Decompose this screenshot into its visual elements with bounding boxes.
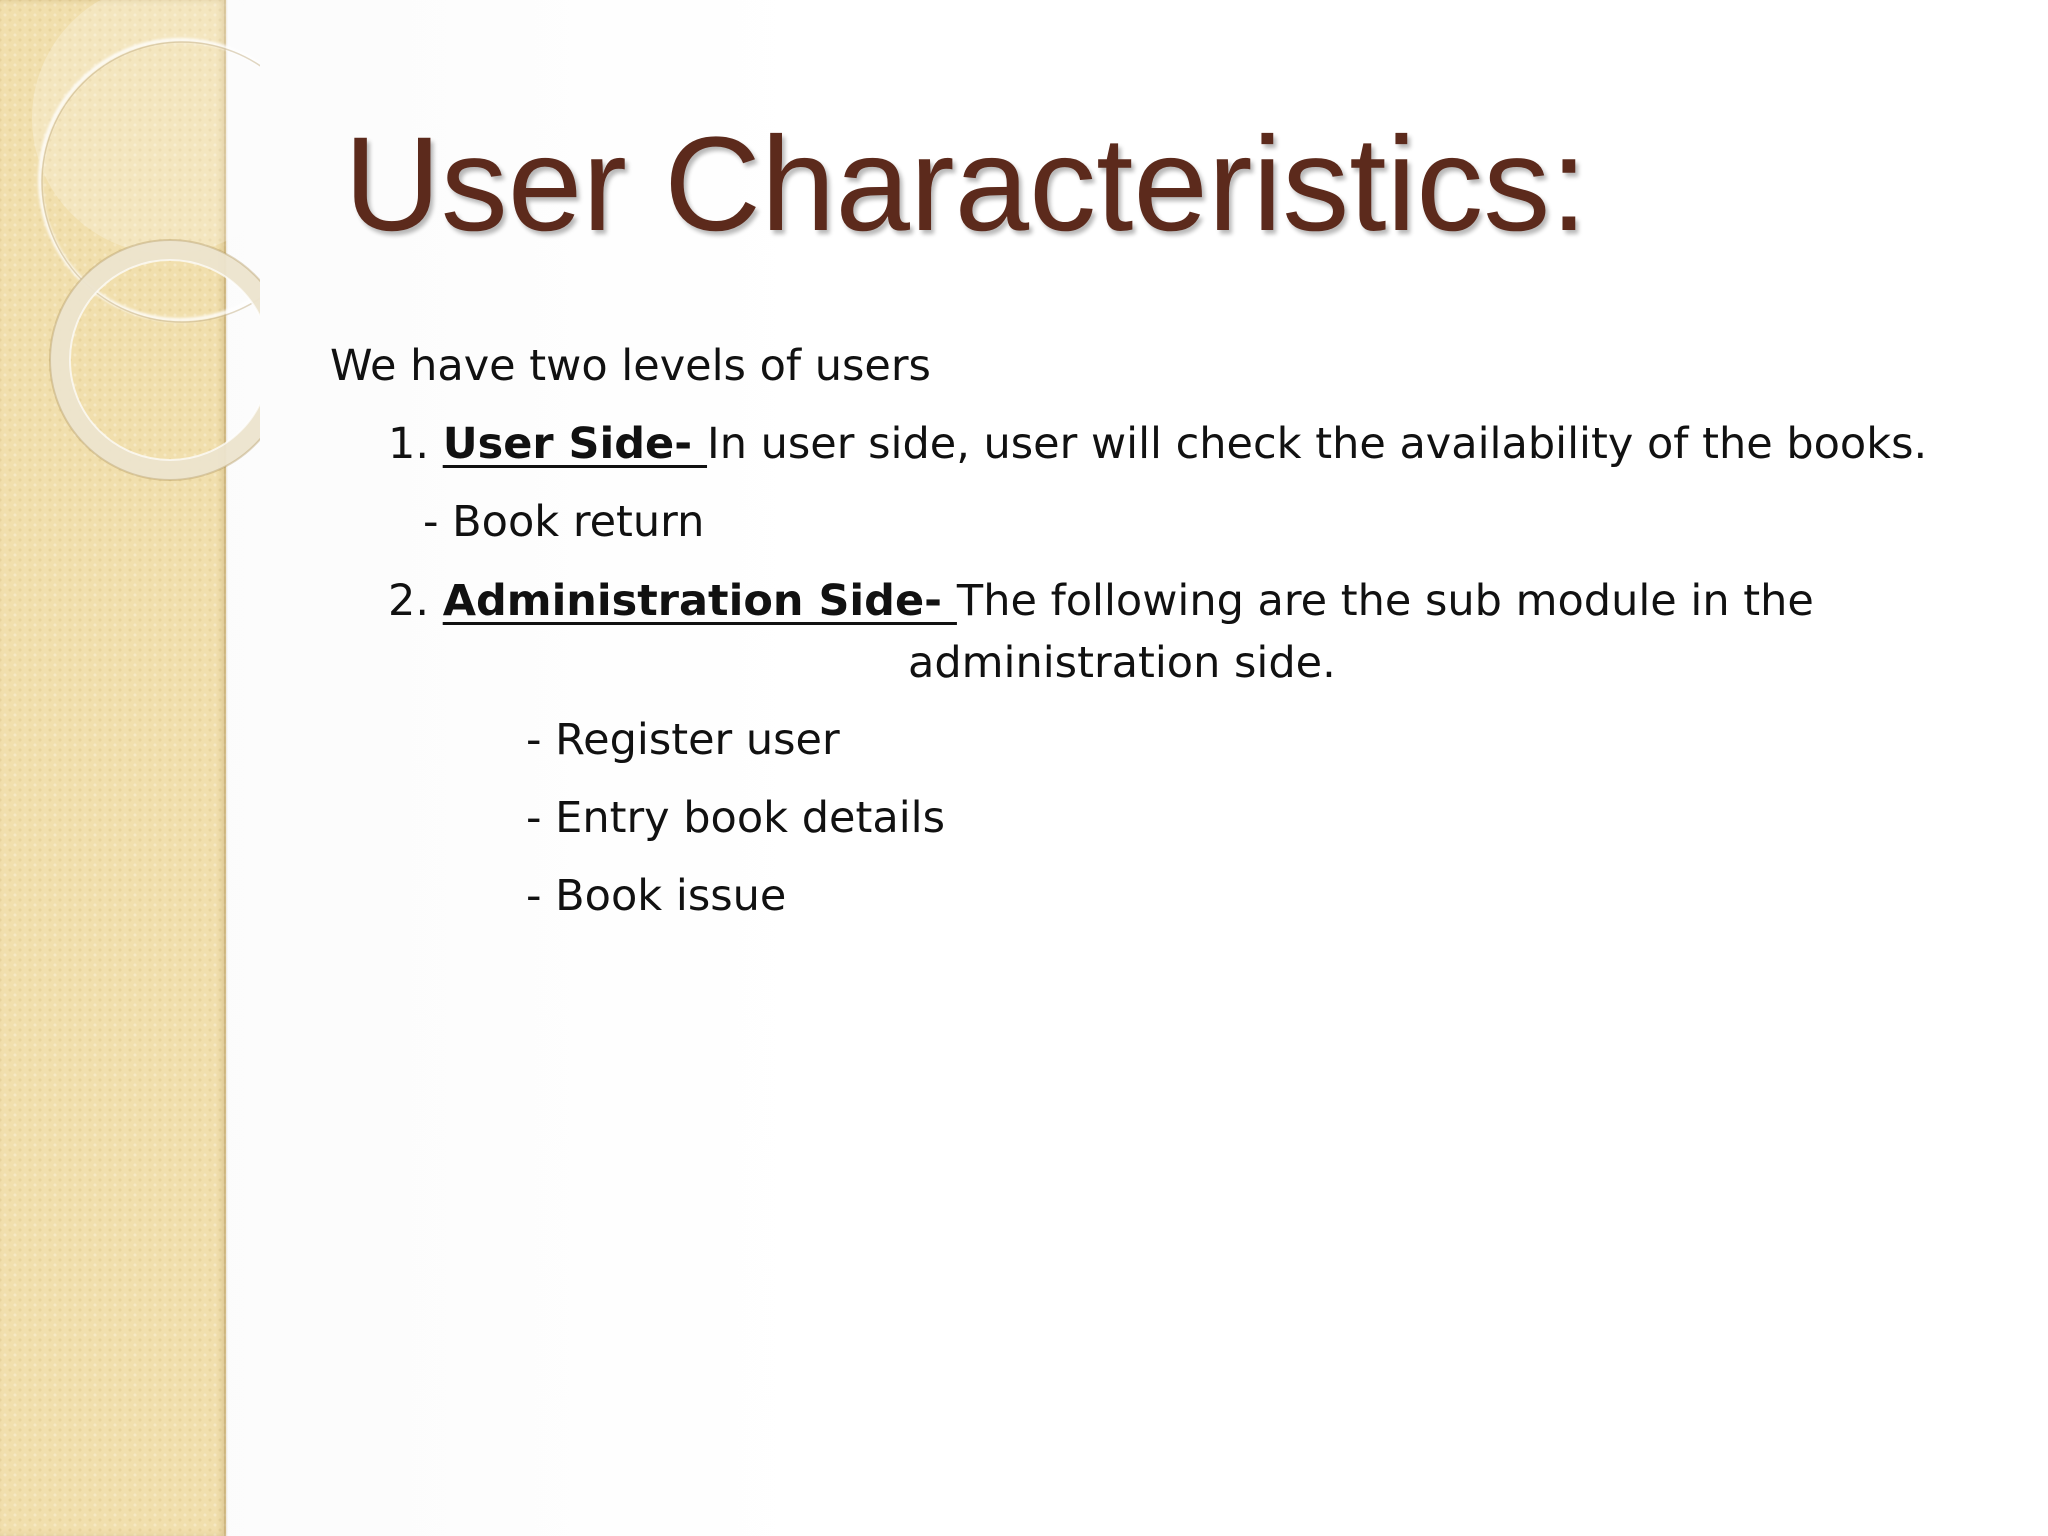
list-item-heading: Administration Side- bbox=[442, 576, 957, 626]
list-item-administration-side bbox=[388, 576, 1814, 626]
list-item-text: The following are the sub module in the bbox=[956, 576, 1814, 626]
subitem-register-user: - Register user bbox=[526, 715, 840, 765]
list-item-text-continued: administration side. bbox=[908, 638, 1336, 688]
subitem-book-issue: - Book issue bbox=[526, 871, 787, 921]
list-item-heading: User Side- bbox=[442, 419, 708, 469]
list-item-text: In user side, user will check the availability of the books. bbox=[707, 419, 1928, 469]
list-item-number: 2. bbox=[388, 576, 430, 626]
slide-title: User Characteristics: bbox=[344, 110, 1588, 259]
decorative-circles-icon bbox=[0, 0, 260, 520]
subitem-entry-book-details: - Entry book details bbox=[526, 793, 945, 843]
subitem-book-return: - Book return bbox=[423, 497, 705, 547]
list-item-number: 1. bbox=[388, 419, 430, 469]
intro-text: We have two levels of users bbox=[330, 341, 931, 391]
list-item-user-side bbox=[388, 419, 1928, 469]
